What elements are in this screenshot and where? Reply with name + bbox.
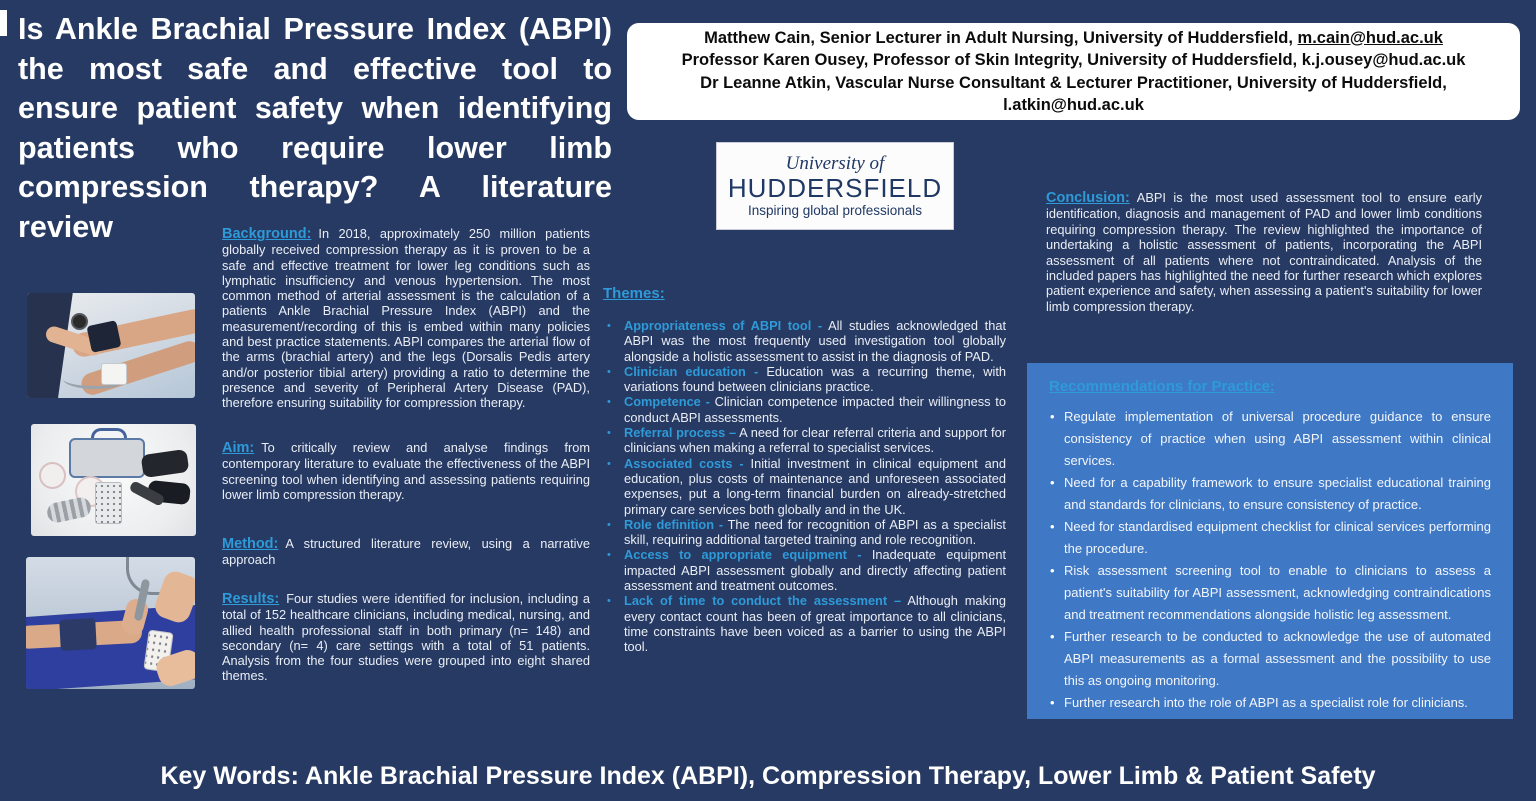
author-text: Matthew Cain, Senior Lecturer in Adult Nursing, University of Huddersfield, xyxy=(704,28,1298,47)
recommendation-item: • Regulate implementation of universal procedure guidance to ensure consistency of practice when using ABPI assessment within clinical services. xyxy=(1049,406,1491,472)
logo-text-university-of: University of xyxy=(785,152,885,174)
author-email: k.j.ousey@hud.ac.uk xyxy=(1301,51,1466,69)
section-body: In 2018, approximately 250 million patients globally received compression therapy as it is proven to be a safe and effective treatment for lower leg conditions such as lymphatic insufficiency and venous hypertension. The most common method of arterial assessment is the calculation of a patients Ankle Brachial Pressure Index (ABPI) and the measurement/recording of this is embed within many policies and best practice statements. ABPI compares the arterial flow of the arms (brachial artery) and the legs (Dorsalis Pedis artery and/or posterior tibial artery) providing a ratio to determine the presence and severity of Peripheral Artery Disease (PAD), therefore ensuring suitability for compression therapy. xyxy=(222,226,590,411)
photo-shape xyxy=(71,313,88,330)
theme-dash: - xyxy=(817,318,823,333)
theme-text: All studies acknowledged that ABPI was the most frequently used investigation tool globally alongside a holistic assessment to assist in the diagnosis of PAD. xyxy=(624,318,1007,364)
section-results xyxy=(222,591,590,684)
photo-ankle-doppler-assessment xyxy=(26,557,195,689)
author-text: Professor Karen Ousey, Professor of Skin Integrity, University of Huddersfield, xyxy=(681,51,1302,69)
section-heading: Background: xyxy=(222,226,312,242)
theme-keyword: Role definition xyxy=(624,516,715,532)
theme-keyword: Referral process xyxy=(624,425,726,441)
theme-dash: - xyxy=(857,547,862,563)
recommendations-box xyxy=(1027,363,1513,719)
author-email: l.atkin@hud.ac.uk xyxy=(1003,96,1144,114)
theme-keyword: Clinician education xyxy=(624,363,746,379)
corner-mark xyxy=(0,10,7,36)
photo-shape xyxy=(141,449,190,478)
logo-text-huddersfield: HUDDERSFIELD xyxy=(727,172,943,203)
recommendation-item: • Need for standardised equipment checklist for clinical services performing the procedure. xyxy=(1049,516,1491,560)
author-email-link[interactable]: m.cain@hud.ac.uk xyxy=(1297,28,1443,47)
theme-list-item xyxy=(603,593,1006,654)
theme-text: Education was a recurring theme, with variations found between clinicians practice. xyxy=(624,363,1007,395)
theme-dash: - xyxy=(739,455,744,471)
theme-keyword: Lack of time to conduct the assessment xyxy=(624,593,888,609)
theme-keyword: Competence xyxy=(624,394,701,410)
section-heading: Aim: xyxy=(222,440,255,456)
theme-keyword: Access to appropriate equipment xyxy=(624,547,847,563)
theme-text: Initial investment in clinical equipment and education, plus costs of maintenance and unforeseen associated expenses, put a long-term financial burden on already-stretched primary care services both globally and in the UK. xyxy=(624,455,1007,517)
photo-shape xyxy=(39,462,66,489)
author-line xyxy=(647,27,1500,50)
theme-dash: – xyxy=(728,425,737,441)
recommendations-heading: Recommendations for Practice: xyxy=(1049,378,1275,395)
theme-keyword: Appropriateness of ABPI tool xyxy=(624,318,812,333)
section-heading: Results: xyxy=(222,591,280,607)
photo-shape xyxy=(101,363,127,385)
photo-shape xyxy=(45,496,92,525)
theme-list-item xyxy=(603,547,1006,593)
section-background xyxy=(222,226,590,411)
theme-list-item xyxy=(603,456,1006,517)
theme-list-item xyxy=(603,364,1006,395)
theme-list-item xyxy=(603,394,1006,425)
theme-list-item xyxy=(603,517,1006,548)
theme-dash: - xyxy=(705,394,710,410)
photo-shape xyxy=(95,482,122,524)
photo-shape xyxy=(59,618,97,651)
themes-heading: Themes: xyxy=(603,285,665,302)
photo-abpi-measurement xyxy=(27,293,195,398)
keywords-bar: Key Words: Ankle Brachial Pressure Index (ABPI), Compression Therapy, Lower Limb & Patient Safety xyxy=(160,762,1376,790)
recommendation-item: • Further research to be conducted to acknowledge the use of automated ABPI measurements as a formal assessment and the possibility to use this as ongoing monitoring. xyxy=(1049,626,1491,692)
theme-keyword: Associated costs xyxy=(624,455,733,471)
theme-text: Clinician competence impacted their willingness to conduct ABPI assessments. xyxy=(624,394,1006,425)
section-body: A structured literature review, using a narrative approach xyxy=(222,536,590,568)
theme-text: Inadequate equipment impacted ABPI assessment globally and directly affecting patient assessment and treatment outcomes. xyxy=(624,547,1006,594)
section-method xyxy=(222,536,590,568)
section-body: To critically review and analyse findings from contemporary literature to evaluate the effectiveness of the ABPI screening tool when identifying and assessing patients requiring lower limb compression therapy. xyxy=(222,440,590,502)
recommendation-item: • Risk assessment screening tool to enable to clinicians to assess a patient's suitability for ABPI assessment, acknowledging contraindications and treatment recommendations alongside holistic leg assessment. xyxy=(1049,560,1491,626)
theme-dash: – xyxy=(894,593,902,609)
university-logo xyxy=(716,142,954,230)
theme-list-item xyxy=(603,318,1006,364)
author-box xyxy=(627,23,1520,120)
author-line xyxy=(647,49,1500,72)
poster-title: Is Ankle Brachial Pressure Index (ABPI) the most safe and effective tool to ensure patient safety when identifying patients who require lower limb compression therapy? A literature review xyxy=(18,12,612,244)
section-heading: Conclusion: xyxy=(1046,190,1130,206)
theme-list-item xyxy=(603,425,1006,456)
author-line xyxy=(647,72,1500,117)
section-conclusion xyxy=(1046,190,1482,314)
recommendation-item: • Further research into the role of ABPI as a specialist role for clinicians. xyxy=(1049,692,1491,714)
photo-doppler-kit xyxy=(31,424,196,536)
section-aim xyxy=(222,440,590,502)
theme-text: Although making every contact count has been of great importance to all clinicians, time constraints have been voiced as a barrier to using the ABPI tool. xyxy=(624,593,1007,655)
section-themes xyxy=(603,285,1006,655)
photo-shape xyxy=(69,438,145,478)
theme-text: A need for clear referral criteria and support for clinicians when making a referral to specialist services. xyxy=(624,425,1006,456)
section-body: Four studies were identified for inclusion, including a total of 152 healthcare clinicians, including medical, nursing, and allied health professional staff in both primary (n= 148) and secondary (n= 4) care settings with a total of 51 patients. Analysis from the four studies were grouped into eight shared themes. xyxy=(222,591,590,684)
theme-dash: - xyxy=(753,363,759,379)
section-body: ABPI is the most used assessment tool to ensure early identification, diagnosis and management of PAD and lower limb conditions requiring compression therapy. The review highlighted the importance of undertaking a holistic assessment of patients, incorporating the ABPI assessment of all patients where not contraindicated. Analysis of the included papers has highlighted the need for further research which explores patient experience and safety, when assessing a patient's suitability for lower limb compression therapy. xyxy=(1046,190,1482,314)
theme-text: The need for recognition of ABPI as a specialist skill, requiring additional targeted training and role recognition. xyxy=(624,516,1006,548)
theme-dash: - xyxy=(718,516,724,532)
author-text: Dr Leanne Atkin, Vascular Nurse Consultant & Lecturer Practitioner, University of Huddersfield, xyxy=(700,73,1447,92)
recommendation-item: • Need for a capability framework to ensure specialist educational training and standards for clinicians, to ensure consistency of practice. xyxy=(1049,472,1491,516)
logo-tagline: Inspiring global professionals xyxy=(747,202,923,218)
section-heading: Method: xyxy=(222,536,279,552)
